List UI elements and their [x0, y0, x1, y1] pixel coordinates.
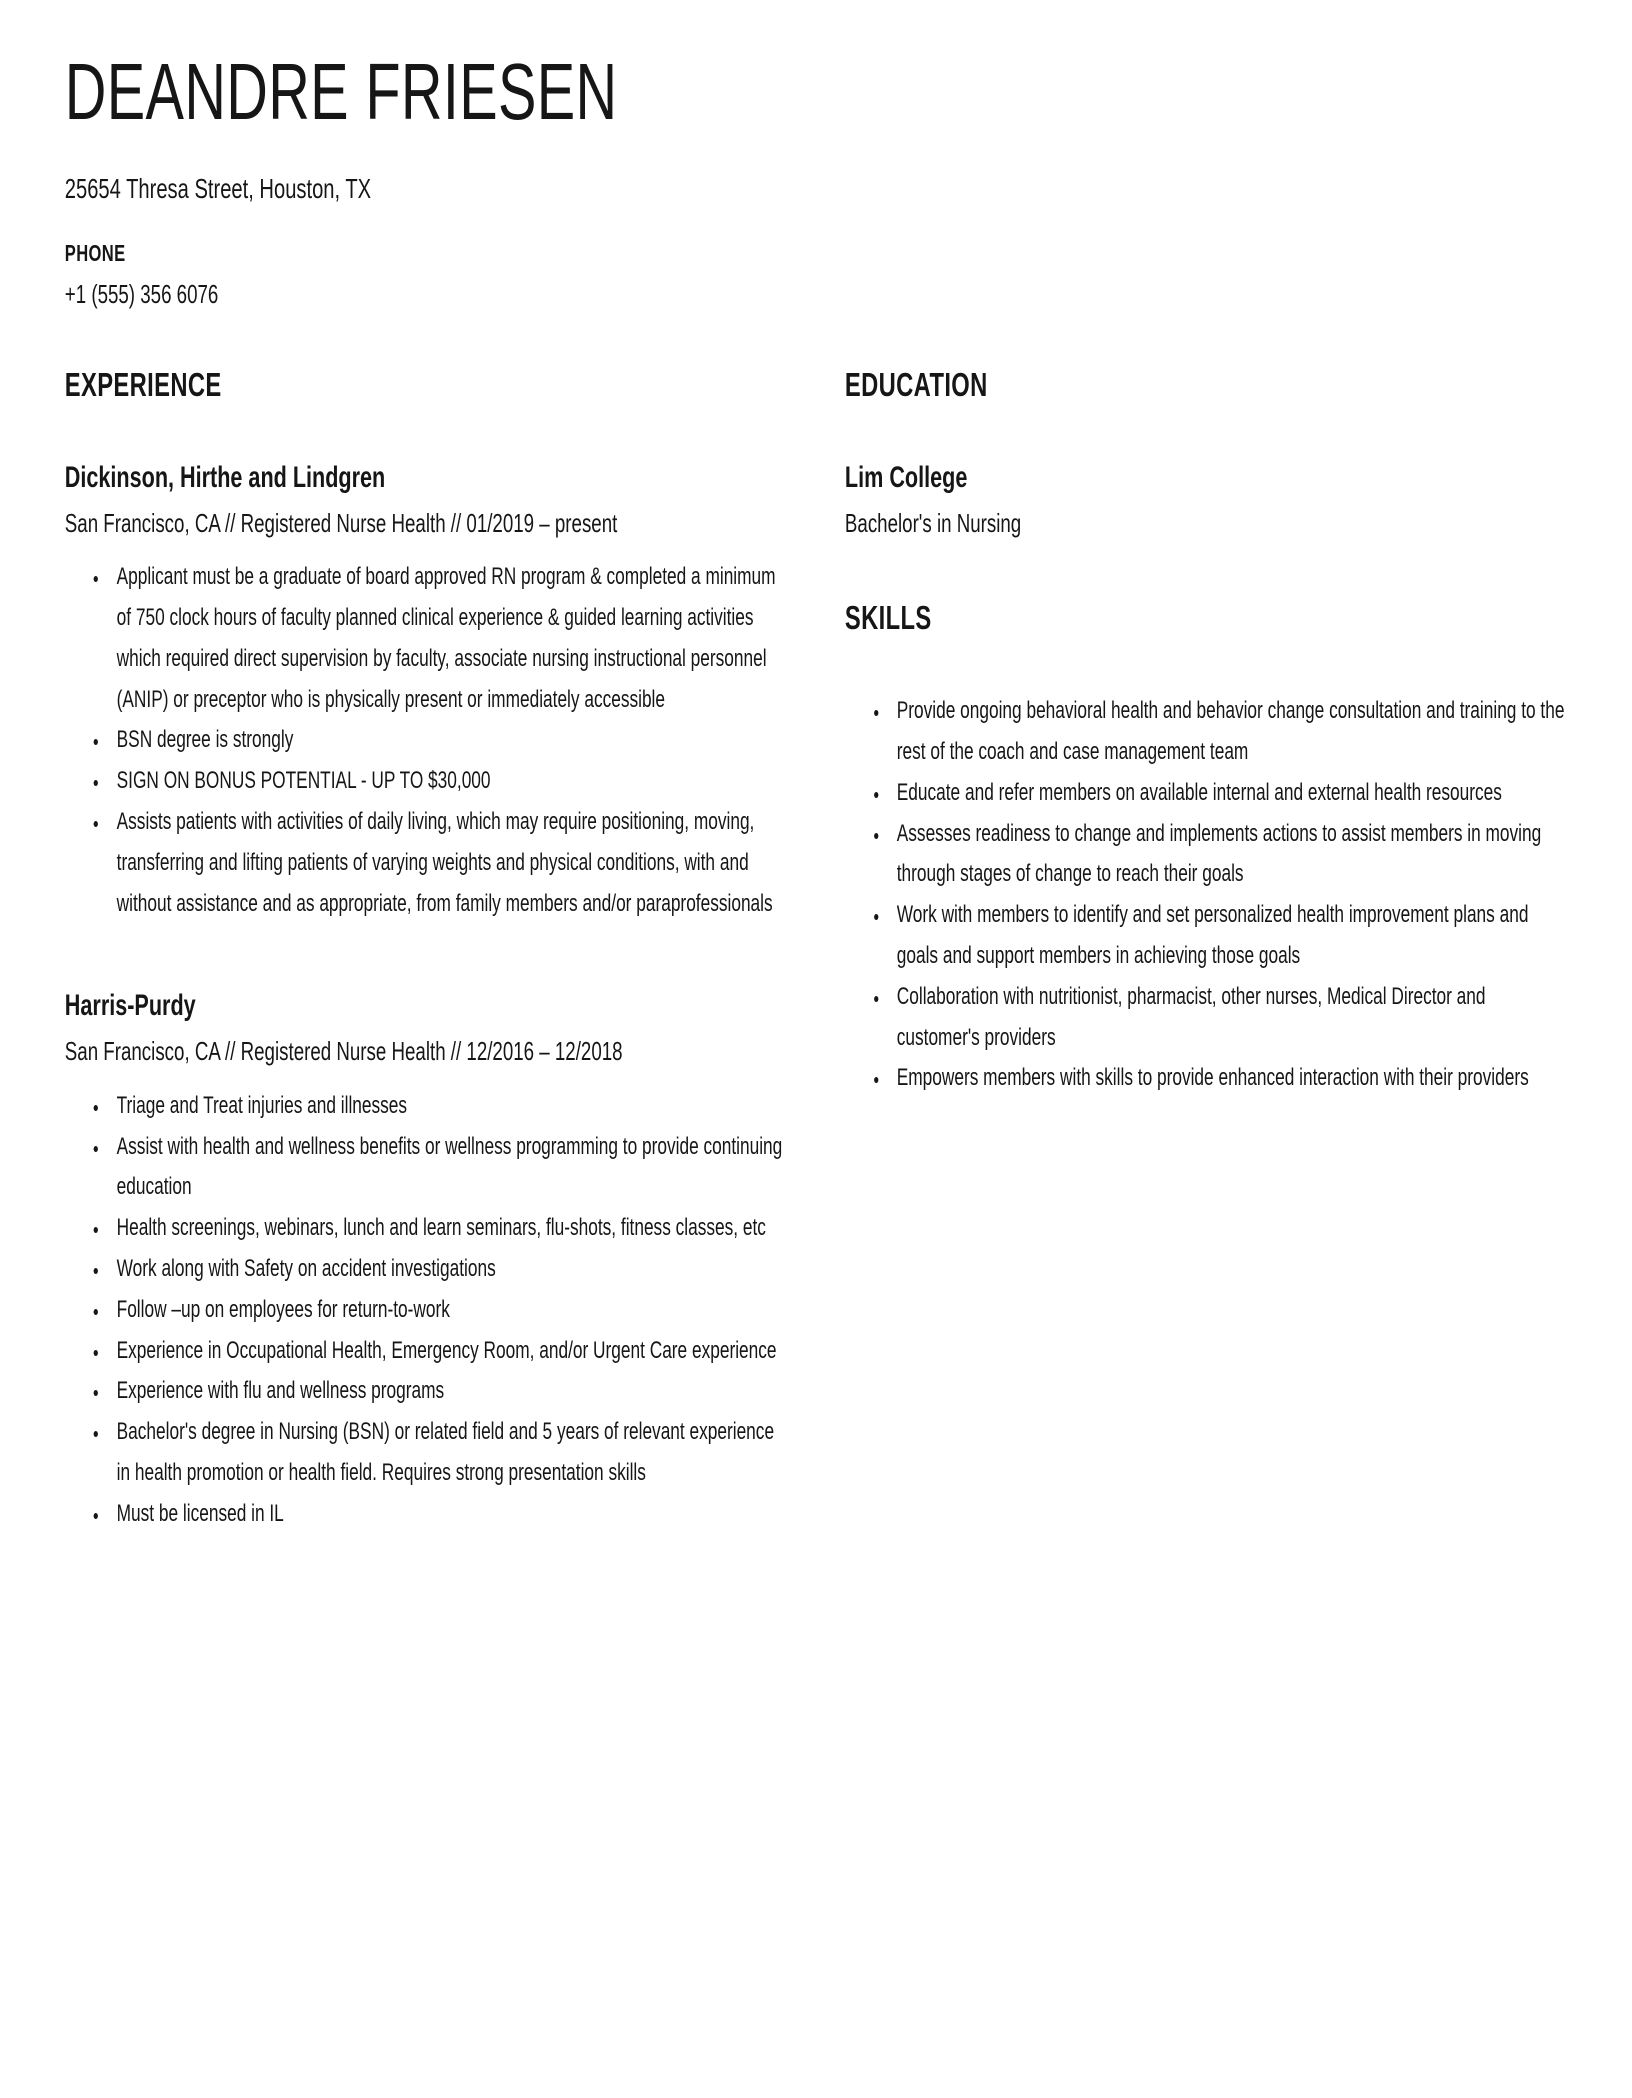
- address-line: 25654 Thresa Street, Houston, TX: [64, 173, 372, 204]
- phone-label: PHONE: [64, 239, 126, 266]
- bullet-item: • Experience with flu and wellness programs: [107, 1371, 788, 1412]
- skills-section: [845, 599, 1568, 1099]
- job-entry: [65, 458, 788, 925]
- person-name: DEANDRE FRIESEN: [64, 47, 618, 136]
- experience-heading: EXPERIENCE: [64, 365, 222, 403]
- skills-heading: SKILLS: [844, 599, 932, 637]
- job-meta: San Francisco, CA // Registered Nurse Health // 12/2016 – 12/2018: [64, 1036, 623, 1067]
- job-company: Harris-Purdy: [64, 989, 196, 1023]
- education-schools: [845, 458, 1568, 541]
- bullet-item: • Collaboration with nutritionist, pharmacist, other nurses, Medical Director and customer's providers: [887, 977, 1568, 1059]
- bullet-item: • Applicant must be a graduate of board approved RN program & completed a minimum of 750 clock hours of faculty planned clinical experience & guided learning activities which required direct supervision by faculty, associate nursing instructional personnel (ANIP) or preceptor who is physically present or immediately accessible: [107, 557, 788, 720]
- bullet-item: • Assists patients with activities of daily living, which may require positioning, moving, transferring and lifting patients of varying weights and physical conditions, with and without assistance and as appropriate, from family members and/or paraprofessionals: [107, 802, 788, 924]
- education-heading: EDUCATION: [844, 365, 988, 403]
- experience-section: [65, 366, 788, 1535]
- bullet-item: • Empowers members with skills to provide enhanced interaction with their providers: [887, 1058, 1568, 1099]
- bullet-item: • SIGN ON BONUS POTENTIAL - UP TO $30,000: [107, 761, 788, 802]
- education-section: [845, 366, 1568, 541]
- experience-jobs: [65, 458, 788, 1535]
- bullet-item: • Work with members to identify and set personalized health improvement plans and goals and support members in achieving those goals: [887, 895, 1568, 977]
- right-column: [845, 366, 1568, 1099]
- job-meta: San Francisco, CA // Registered Nurse Health // 01/2019 – present: [64, 507, 618, 538]
- skills-list: [845, 691, 1568, 1099]
- resume-header: [65, 48, 1568, 310]
- bullet-item: • Work along with Safety on accident investigations: [107, 1249, 788, 1290]
- bullet-item: • Assesses readiness to change and implements actions to assist members in moving through stages of change to reach their goals: [887, 814, 1568, 896]
- phone-number: +1 (555) 356 6076: [64, 278, 219, 309]
- job-entry: [65, 986, 788, 1534]
- bullet-item: • Educate and refer members on available internal and external health resources: [887, 773, 1568, 814]
- bullet-item: • Provide ongoing behavioral health and behavior change consultation and training to the rest of the coach and case management team: [887, 691, 1568, 773]
- bullet-item: • Experience in Occupational Health, Emergency Room, and/or Urgent Care experience: [107, 1331, 788, 1372]
- bullet-item: • Bachelor's degree in Nursing (BSN) or related field and 5 years of relevant experience in health promotion or health field. Requires strong presentation skills: [107, 1412, 788, 1494]
- job-bullets: [65, 557, 788, 924]
- job-bullets: [65, 1086, 788, 1535]
- bullet-item: • Follow –up on employees for return-to-work: [107, 1290, 788, 1331]
- school-name: Lim College: [844, 460, 968, 494]
- bullet-item: • Assist with health and wellness benefits or wellness programming to provide continuing education: [107, 1127, 788, 1209]
- bullet-item: • BSN degree is strongly: [107, 720, 788, 761]
- school-entry: [845, 458, 1568, 541]
- school-degree: Bachelor's in Nursing: [844, 507, 1022, 538]
- bullet-item: • Triage and Treat injuries and illnesses: [107, 1086, 788, 1127]
- bullet-item: • Must be licensed in IL: [107, 1494, 788, 1535]
- job-company: Dickinson, Hirthe and Lindgren: [64, 460, 386, 494]
- resume-columns: [65, 366, 1568, 1535]
- bullet-item: • Health screenings, webinars, lunch and learn seminars, flu-shots, fitness classes, etc: [107, 1208, 788, 1249]
